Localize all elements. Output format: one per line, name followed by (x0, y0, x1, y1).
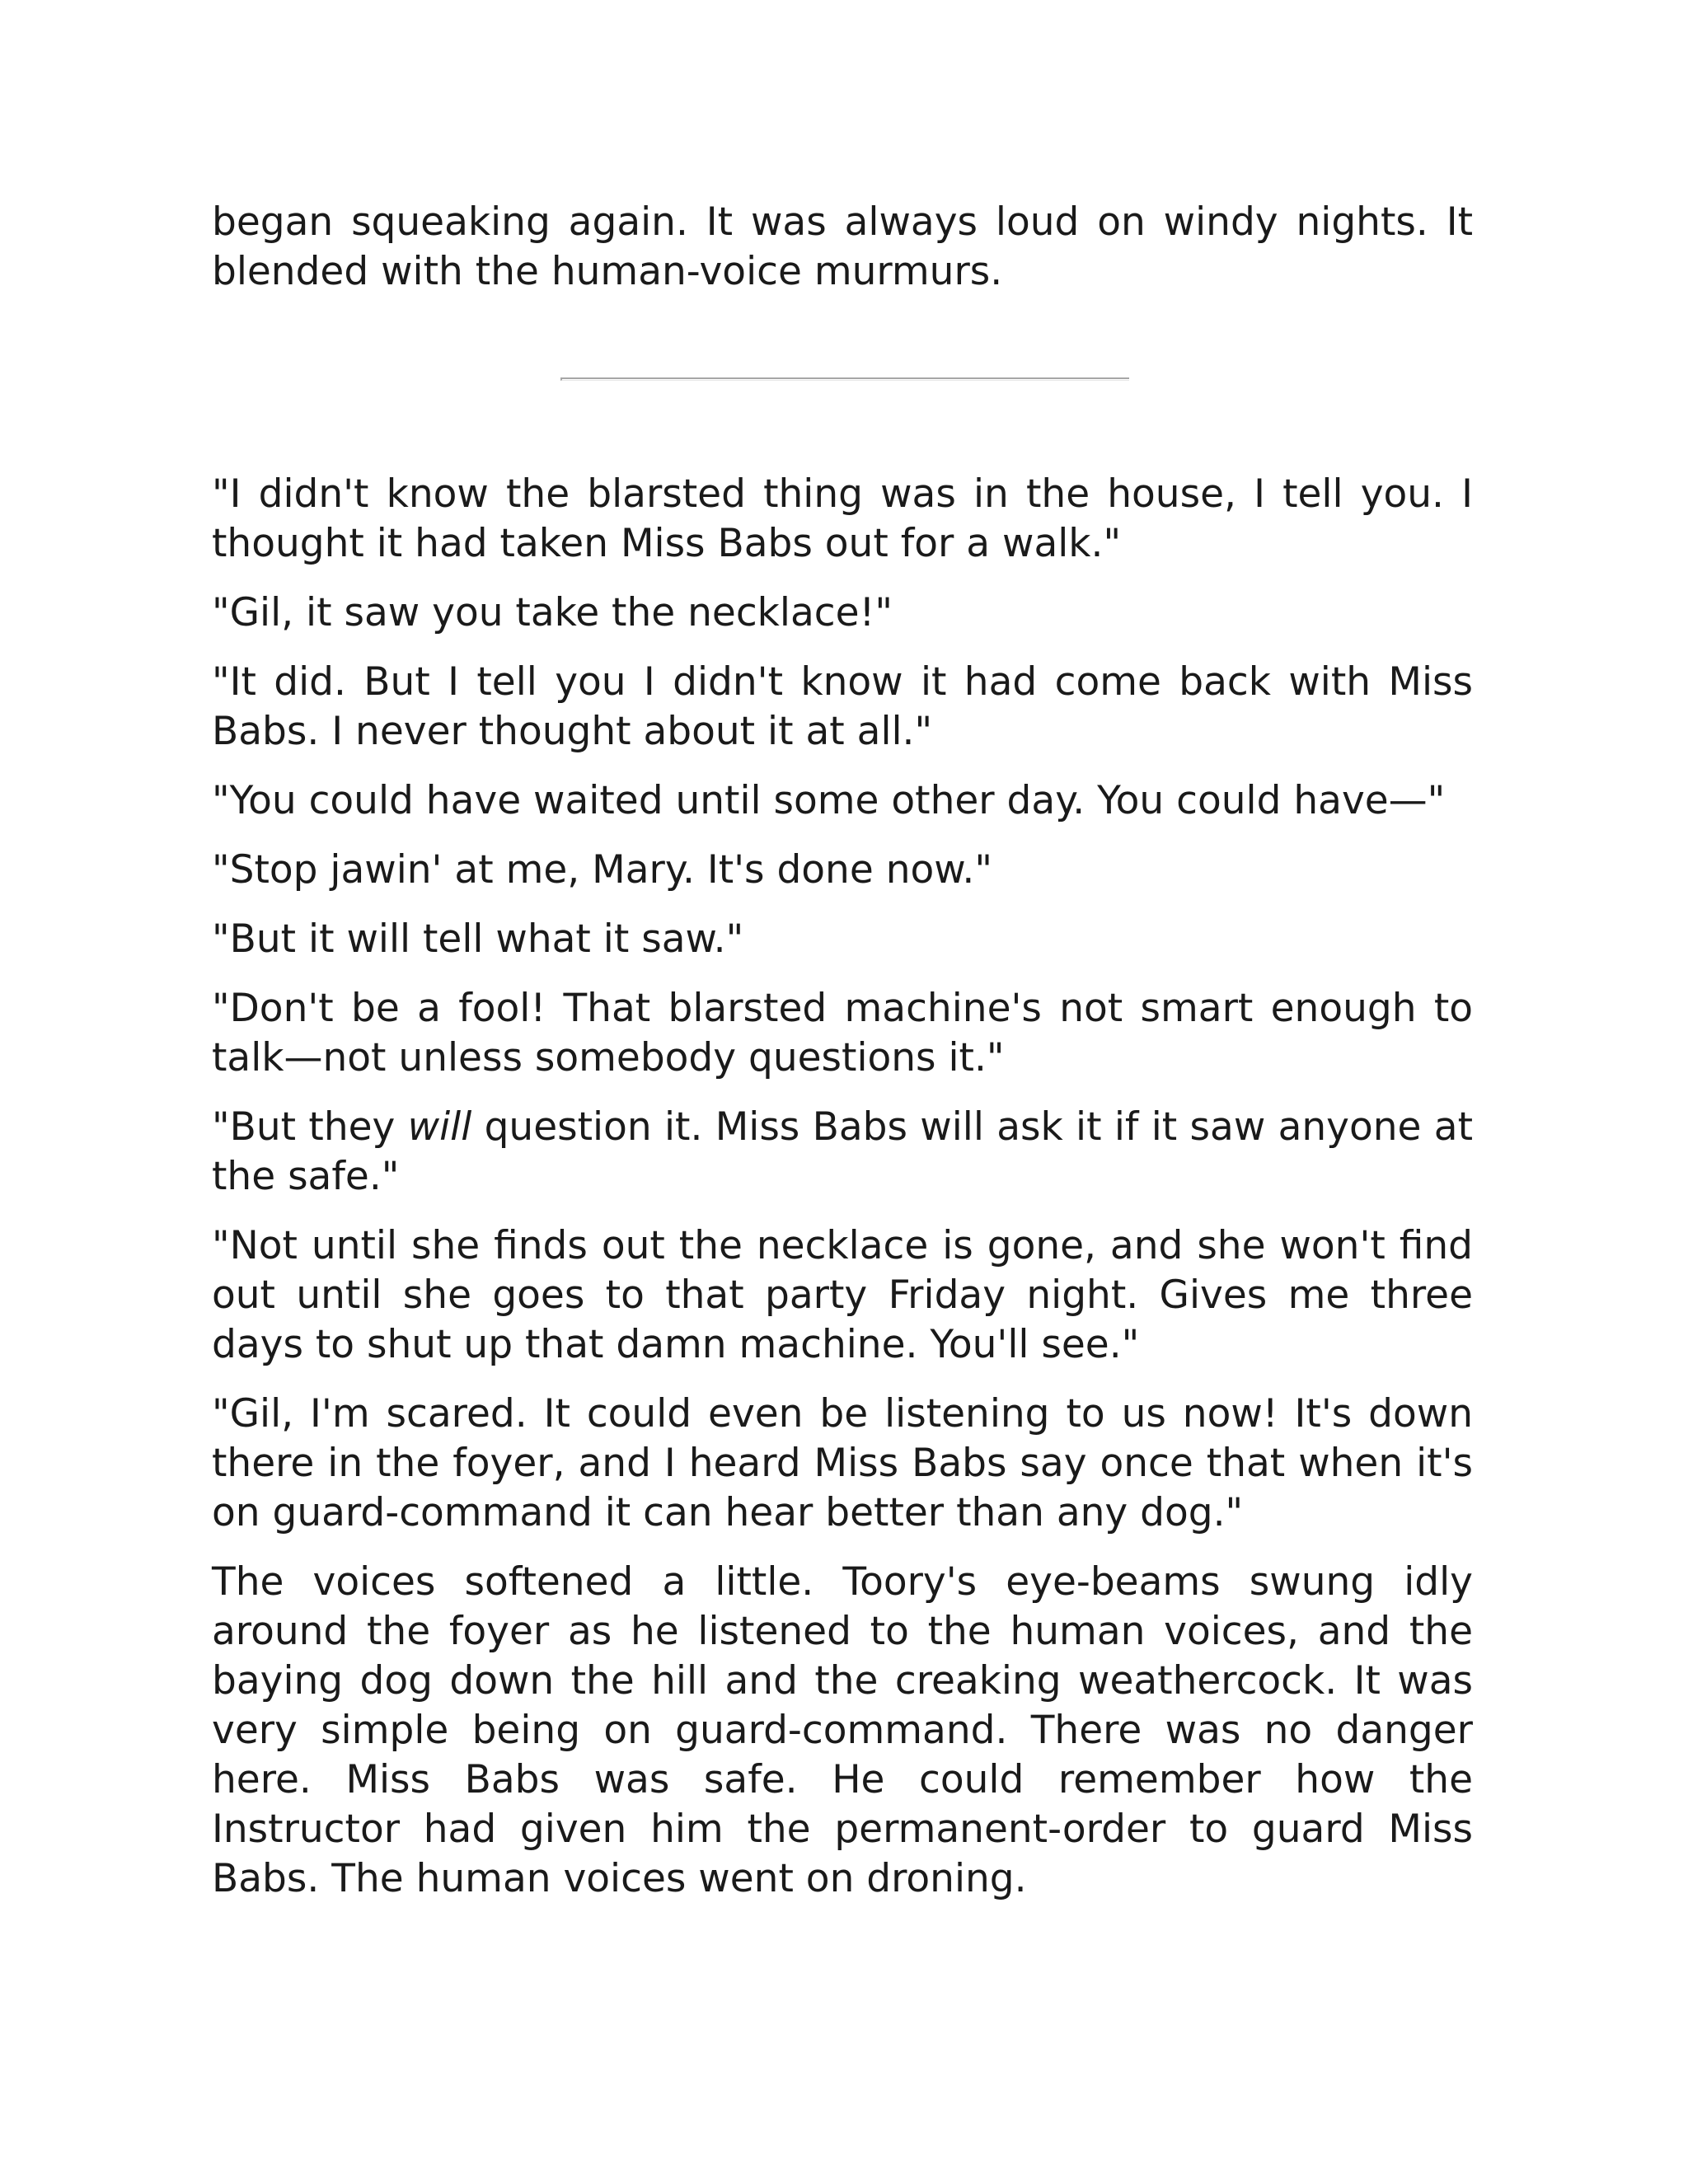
paragraph: "It did. But I tell you I didn't know it had come back with Miss Babs. I never thought about it at all." (212, 659, 1473, 754)
text-run: "But they (212, 1104, 408, 1150)
paragraph: "But it will tell what it saw." (212, 916, 744, 962)
paragraph: "You could have waited until some other day. You could have—" (212, 778, 1446, 823)
paragraph: "Gil, it saw you take the necklace!" (212, 590, 893, 635)
paragraph: "I didn't know the blarsted thing was in the house, I tell you. I thought it had taken Miss Babs out for a walk." (212, 471, 1473, 566)
paragraph: "Gil, I'm scared. It could even be listening to us now! It's down there in the foyer, and I heard Miss Babs say once that when it's on guard-command it can hear better than any dog." (212, 1391, 1473, 1535)
dialogue-section (212, 470, 1473, 1924)
paragraph: The voices softened a little. Toory's eye-beams swung idly around the foyer as he listened to the human voices, and the baying dog down the hill and the creaking weathercock. It was very simple being on guard-command. There was no danger here. Miss Babs was safe. He could remember how the Instructor had given him the permanent-order to guard Miss Babs. The human voices went on droning. (212, 1559, 1473, 1901)
paragraph: "Don't be a fool! That blarsted machine's not smart enough to talk—not unless somebody questions it." (212, 986, 1473, 1080)
emphasis-text: will (407, 1104, 472, 1150)
text-run: question it. Miss Babs will ask it if it saw anyone at the safe." (212, 1104, 1473, 1199)
paragraph (212, 1103, 1473, 1202)
paragraph: "Not until she finds out the necklace is gone, and she won't find out until she goes to that party Friday night. Gives me three days to shut up that damn machine. You'll see." (212, 1223, 1473, 1367)
section-divider (560, 377, 1129, 381)
opening-text (212, 198, 1473, 316)
paragraph: "Stop jawin' at me, Mary. It's done now." (212, 847, 992, 893)
paragraph: began squeaking again. It was always loud on windy nights. It blended with the human-voice murmurs. (212, 199, 1473, 294)
